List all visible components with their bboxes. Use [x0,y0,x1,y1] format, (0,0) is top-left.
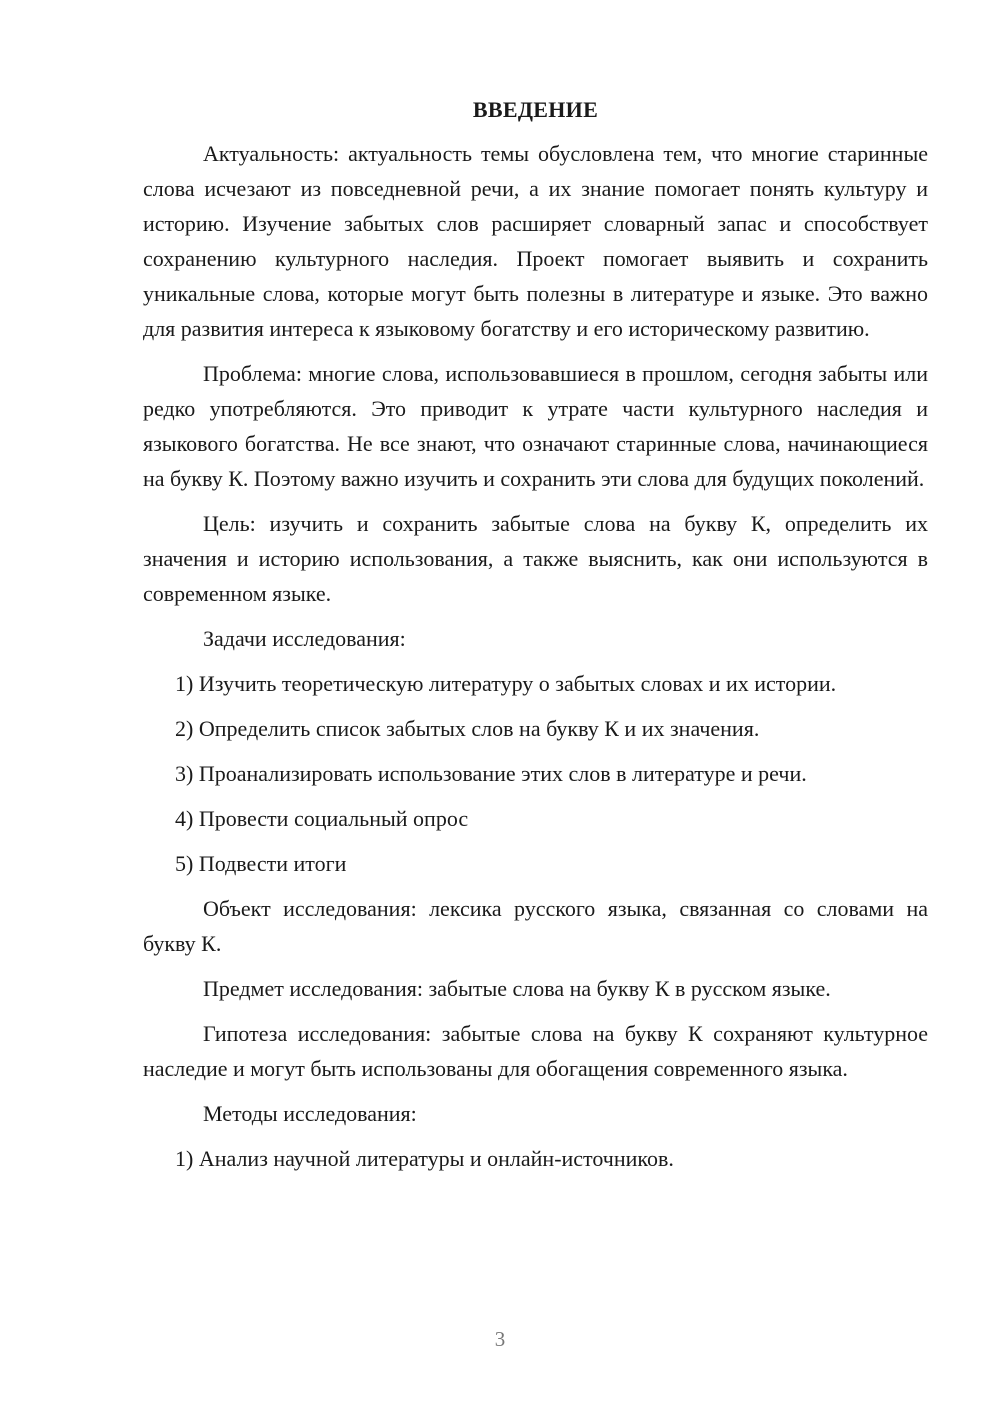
task-item: 3) Проанализировать использование этих слов в литературе и речи. [175,761,807,786]
problem-paragraph: Проблема: многие слова, использовавшиеся в прошлом, сегодня забыты или редко употребляются. Это приводит к утрате части культурного наследия и языкового богатства. Не все знают, что означают старинные слова, начинающиеся на букву К. Поэтому важно изучить и сохранить эти слова для будущих поколений. [143,361,928,491]
task-item: 5) Подвести итоги [175,851,347,876]
page-number: 3 [494,1327,506,1351]
object-paragraph: Объект исследования: лексика русского языка, связанная со словами на букву К. [143,896,928,956]
methods-heading: Методы исследования: [203,1101,417,1126]
subject-paragraph: Предмет исследования: забытые слова на букву К в русском языке. [203,976,831,1001]
relevance-paragraph: Актуальность: актуальность темы обусловлена тем, что многие старинные слова исчезают из повседневной речи, а их знание помогает понять культуру и историю. Изучение забытых слов расширяет словарный запас и способствует сохранению культурного наследия. Проект помогает выявить и сохранить уникальные слова, которые могут быть полезны в литературе и языке. Это важно для развития интереса к языковому богатству и его историческому развитию. [143,141,928,341]
task-item: 1) Изучить теоретическую литературу о забытых словах и их истории. [175,671,837,696]
goal-paragraph: Цель: изучить и сохранить забытые слова на букву К, определить их значения и историю использования, а также выяснить, как они используются в современном языке. [143,511,928,606]
method-item: 1) Анализ научной литературы и онлайн-источников. [175,1146,674,1171]
document-page [143,92,928,1186]
page-title: ВВЕДЕНИЕ [472,97,599,122]
tasks-heading: Задачи исследования: [203,626,406,651]
hypothesis-paragraph: Гипотеза исследования: забытые слова на букву К сохраняют культурное наследие и могут быть использованы для обогащения современного языка. [143,1021,928,1081]
task-item: 4) Провести социальный опрос [175,806,469,831]
task-item: 2) Определить список забытых слов на букву К и их значения. [175,716,760,741]
